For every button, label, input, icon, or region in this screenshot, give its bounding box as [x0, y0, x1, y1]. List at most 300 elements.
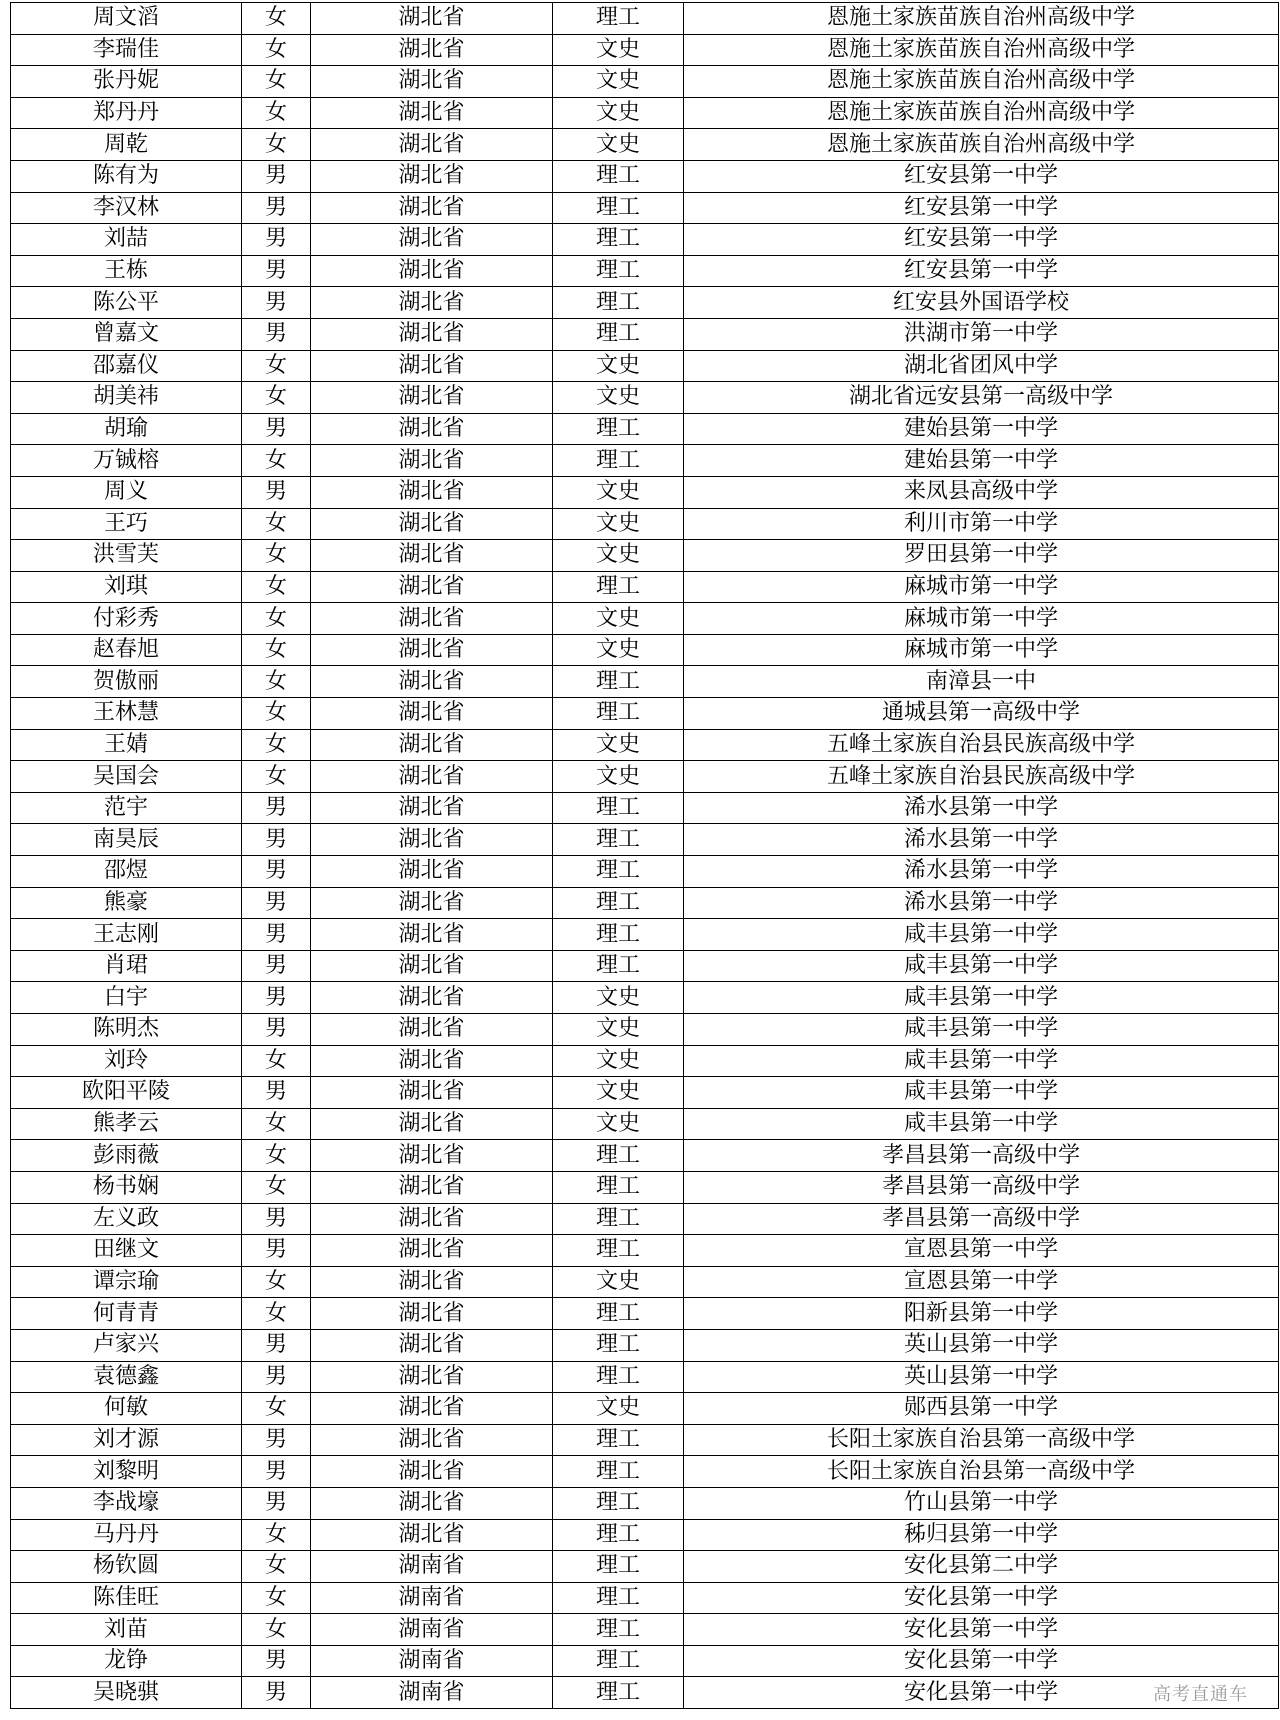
- student-name-cell: 杨书娴: [11, 1171, 242, 1203]
- track-cell: 理工: [553, 3, 684, 35]
- student-name-cell: 吴晓骐: [11, 1677, 242, 1709]
- province-cell: 湖北省: [311, 540, 553, 572]
- student-name-cell: 刘黎明: [11, 1456, 242, 1488]
- province-cell: 湖南省: [311, 1677, 553, 1709]
- province-cell: 湖北省: [311, 1045, 553, 1077]
- gender-cell: 男: [242, 1361, 311, 1393]
- student-name-cell: 郑丹丹: [11, 97, 242, 129]
- track-cell: 理工: [553, 1677, 684, 1709]
- school-cell: 咸丰县第一中学: [684, 1108, 1279, 1140]
- table-row: [11, 729, 1279, 761]
- track-cell: 理工: [553, 1645, 684, 1677]
- province-cell: 湖北省: [311, 445, 553, 477]
- student-name-cell: 熊孝云: [11, 1108, 242, 1140]
- student-name-cell: 肖珺: [11, 950, 242, 982]
- gender-cell: 女: [242, 571, 311, 603]
- student-name-cell: 邵煜: [11, 856, 242, 888]
- track-cell: 理工: [553, 1171, 684, 1203]
- province-cell: 湖北省: [311, 1203, 553, 1235]
- student-name-cell: 陈有为: [11, 160, 242, 192]
- school-cell: 安化县第一中学: [684, 1614, 1279, 1646]
- track-cell: 文史: [553, 729, 684, 761]
- province-cell: 湖北省: [311, 919, 553, 951]
- gender-cell: 男: [242, 1077, 311, 1109]
- school-cell: 安化县第一中学: [684, 1645, 1279, 1677]
- table-row: [11, 192, 1279, 224]
- school-cell: 红安县第一中学: [684, 255, 1279, 287]
- province-cell: 湖北省: [311, 3, 553, 35]
- student-name-cell: 左义政: [11, 1203, 242, 1235]
- province-cell: 湖北省: [311, 160, 553, 192]
- province-cell: 湖北省: [311, 950, 553, 982]
- student-name-cell: 南昊辰: [11, 824, 242, 856]
- student-name-cell: 邵嘉仪: [11, 350, 242, 382]
- student-name-cell: 刘才源: [11, 1424, 242, 1456]
- province-cell: 湖北省: [311, 761, 553, 793]
- student-name-cell: 马丹丹: [11, 1519, 242, 1551]
- table-row: [11, 382, 1279, 414]
- table-row: [11, 634, 1279, 666]
- table-row: [11, 1171, 1279, 1203]
- table-row: [11, 1045, 1279, 1077]
- track-cell: 文史: [553, 761, 684, 793]
- school-cell: 麻城市第一中学: [684, 571, 1279, 603]
- school-cell: 阳新县第一中学: [684, 1298, 1279, 1330]
- table-row: [11, 792, 1279, 824]
- track-cell: 理工: [553, 1519, 684, 1551]
- province-cell: 湖北省: [311, 1140, 553, 1172]
- table-row: [11, 1645, 1279, 1677]
- school-cell: 英山县第一中学: [684, 1361, 1279, 1393]
- table-row: [11, 603, 1279, 635]
- province-cell: 湖北省: [311, 129, 553, 161]
- gender-cell: 男: [242, 1329, 311, 1361]
- table-row: [11, 919, 1279, 951]
- school-cell: 咸丰县第一中学: [684, 1014, 1279, 1046]
- track-cell: 理工: [553, 255, 684, 287]
- student-name-cell: 杨钦圆: [11, 1551, 242, 1583]
- table-row: [11, 1582, 1279, 1614]
- gender-cell: 女: [242, 508, 311, 540]
- track-cell: 理工: [553, 1551, 684, 1583]
- gender-cell: 男: [242, 1235, 311, 1267]
- school-cell: 麻城市第一中学: [684, 634, 1279, 666]
- gender-cell: 男: [242, 476, 311, 508]
- student-name-cell: 周义: [11, 476, 242, 508]
- gender-cell: 女: [242, 1393, 311, 1425]
- table-row: [11, 1424, 1279, 1456]
- school-cell: 孝昌县第一高级中学: [684, 1140, 1279, 1172]
- student-name-cell: 李汉林: [11, 192, 242, 224]
- student-name-cell: 张丹妮: [11, 66, 242, 98]
- province-cell: 湖北省: [311, 571, 553, 603]
- student-name-cell: 刘玲: [11, 1045, 242, 1077]
- student-name-cell: 刘琪: [11, 571, 242, 603]
- school-cell: 恩施土家族苗族自治州高级中学: [684, 34, 1279, 66]
- school-cell: 洪湖市第一中学: [684, 318, 1279, 350]
- gender-cell: 男: [242, 224, 311, 256]
- school-cell: 恩施土家族苗族自治州高级中学: [684, 3, 1279, 35]
- gender-cell: 女: [242, 1171, 311, 1203]
- school-cell: 安化县第一中学: [684, 1582, 1279, 1614]
- student-name-cell: 何敏: [11, 1393, 242, 1425]
- table-row: [11, 1014, 1279, 1046]
- gender-cell: 女: [242, 66, 311, 98]
- gender-cell: 男: [242, 192, 311, 224]
- gender-cell: 女: [242, 603, 311, 635]
- gender-cell: 女: [242, 698, 311, 730]
- province-cell: 湖北省: [311, 603, 553, 635]
- table-row: [11, 129, 1279, 161]
- school-cell: 五峰土家族自治县民族高级中学: [684, 729, 1279, 761]
- track-cell: 理工: [553, 887, 684, 919]
- track-cell: 理工: [553, 950, 684, 982]
- province-cell: 湖南省: [311, 1551, 553, 1583]
- student-name-cell: 陈明杰: [11, 1014, 242, 1046]
- table-row: [11, 1203, 1279, 1235]
- gender-cell: 女: [242, 350, 311, 382]
- province-cell: 湖北省: [311, 982, 553, 1014]
- table-row: [11, 318, 1279, 350]
- track-cell: 理工: [553, 287, 684, 319]
- track-cell: 文史: [553, 34, 684, 66]
- gender-cell: 女: [242, 1108, 311, 1140]
- gender-cell: 男: [242, 1487, 311, 1519]
- province-cell: 湖北省: [311, 1298, 553, 1330]
- table-row: [11, 982, 1279, 1014]
- gender-cell: 女: [242, 1045, 311, 1077]
- gender-cell: 男: [242, 856, 311, 888]
- school-cell: 宣恩县第一中学: [684, 1235, 1279, 1267]
- track-cell: 文史: [553, 382, 684, 414]
- track-cell: 文史: [553, 603, 684, 635]
- student-name-cell: 王志刚: [11, 919, 242, 951]
- track-cell: 理工: [553, 1361, 684, 1393]
- gender-cell: 女: [242, 540, 311, 572]
- track-cell: 文史: [553, 1045, 684, 1077]
- student-name-cell: 刘喆: [11, 224, 242, 256]
- track-cell: 理工: [553, 1456, 684, 1488]
- track-cell: 理工: [553, 1203, 684, 1235]
- gender-cell: 女: [242, 1140, 311, 1172]
- province-cell: 湖北省: [311, 350, 553, 382]
- school-cell: 浠水县第一中学: [684, 792, 1279, 824]
- table-row: [11, 1361, 1279, 1393]
- province-cell: 湖北省: [311, 224, 553, 256]
- gender-cell: 女: [242, 761, 311, 793]
- gender-cell: 男: [242, 1203, 311, 1235]
- table-row: [11, 887, 1279, 919]
- gender-cell: 女: [242, 729, 311, 761]
- student-name-cell: 贺傲丽: [11, 666, 242, 698]
- school-cell: 利川市第一中学: [684, 508, 1279, 540]
- school-cell: 建始县第一中学: [684, 445, 1279, 477]
- table-row: [11, 1298, 1279, 1330]
- province-cell: 湖北省: [311, 318, 553, 350]
- track-cell: 理工: [553, 824, 684, 856]
- track-cell: 理工: [553, 318, 684, 350]
- track-cell: 文史: [553, 1014, 684, 1046]
- table-row: [11, 761, 1279, 793]
- student-name-cell: 万铖榕: [11, 445, 242, 477]
- province-cell: 湖北省: [311, 1266, 553, 1298]
- table-row: [11, 1266, 1279, 1298]
- school-cell: 浠水县第一中学: [684, 856, 1279, 888]
- track-cell: 理工: [553, 1614, 684, 1646]
- roster-body: [11, 3, 1279, 1709]
- school-cell: 咸丰县第一中学: [684, 1077, 1279, 1109]
- track-cell: 文史: [553, 66, 684, 98]
- track-cell: 文史: [553, 129, 684, 161]
- track-cell: 理工: [553, 1235, 684, 1267]
- school-cell: 罗田县第一中学: [684, 540, 1279, 572]
- table-row: [11, 97, 1279, 129]
- track-cell: 理工: [553, 919, 684, 951]
- table-row: [11, 476, 1279, 508]
- table-row: [11, 287, 1279, 319]
- student-name-cell: 欧阳平陵: [11, 1077, 242, 1109]
- gender-cell: 女: [242, 1266, 311, 1298]
- table-row: [11, 1487, 1279, 1519]
- province-cell: 湖北省: [311, 856, 553, 888]
- school-cell: 竹山县第一中学: [684, 1487, 1279, 1519]
- student-name-cell: 王林慧: [11, 698, 242, 730]
- province-cell: 湖北省: [311, 792, 553, 824]
- gender-cell: 女: [242, 382, 311, 414]
- table-row: [11, 1077, 1279, 1109]
- school-cell: 湖北省团风中学: [684, 350, 1279, 382]
- province-cell: 湖北省: [311, 887, 553, 919]
- province-cell: 湖北省: [311, 1393, 553, 1425]
- track-cell: 文史: [553, 1077, 684, 1109]
- gender-cell: 女: [242, 1519, 311, 1551]
- province-cell: 湖北省: [311, 192, 553, 224]
- province-cell: 湖南省: [311, 1614, 553, 1646]
- gender-cell: 男: [242, 1677, 311, 1709]
- student-roster-table: [10, 2, 1279, 1709]
- school-cell: 长阳土家族自治县第一高级中学: [684, 1424, 1279, 1456]
- table-row: [11, 1235, 1279, 1267]
- province-cell: 湖北省: [311, 255, 553, 287]
- gender-cell: 男: [242, 982, 311, 1014]
- table-row: [11, 350, 1279, 382]
- table-row: [11, 1393, 1279, 1425]
- school-cell: 恩施土家族苗族自治州高级中学: [684, 66, 1279, 98]
- student-name-cell: 胡美祎: [11, 382, 242, 414]
- province-cell: 湖北省: [311, 287, 553, 319]
- province-cell: 湖北省: [311, 1108, 553, 1140]
- school-cell: 红安县第一中学: [684, 224, 1279, 256]
- student-name-cell: 李瑞佳: [11, 34, 242, 66]
- table-row: [11, 445, 1279, 477]
- gender-cell: 女: [242, 445, 311, 477]
- student-name-cell: 范宇: [11, 792, 242, 824]
- student-name-cell: 刘苗: [11, 1614, 242, 1646]
- student-name-cell: 洪雪芙: [11, 540, 242, 572]
- student-name-cell: 周乾: [11, 129, 242, 161]
- track-cell: 理工: [553, 1298, 684, 1330]
- gender-cell: 男: [242, 160, 311, 192]
- gender-cell: 男: [242, 824, 311, 856]
- province-cell: 湖北省: [311, 1077, 553, 1109]
- table-row: [11, 1519, 1279, 1551]
- province-cell: 湖北省: [311, 476, 553, 508]
- student-name-cell: 王栋: [11, 255, 242, 287]
- student-name-cell: 李战壕: [11, 1487, 242, 1519]
- table-row: [11, 950, 1279, 982]
- gender-cell: 男: [242, 887, 311, 919]
- track-cell: 文史: [553, 476, 684, 508]
- student-name-cell: 周文滔: [11, 3, 242, 35]
- province-cell: 湖北省: [311, 1487, 553, 1519]
- school-cell: 五峰土家族自治县民族高级中学: [684, 761, 1279, 793]
- school-cell: 安化县第一中学: [684, 1677, 1279, 1709]
- gender-cell: 男: [242, 919, 311, 951]
- province-cell: 湖北省: [311, 729, 553, 761]
- school-cell: 红安县外国语学校: [684, 287, 1279, 319]
- track-cell: 文史: [553, 540, 684, 572]
- province-cell: 湖北省: [311, 508, 553, 540]
- student-name-cell: 何青青: [11, 1298, 242, 1330]
- student-name-cell: 白宇: [11, 982, 242, 1014]
- gender-cell: 男: [242, 1424, 311, 1456]
- track-cell: 理工: [553, 1582, 684, 1614]
- gender-cell: 男: [242, 413, 311, 445]
- table-row: [11, 1329, 1279, 1361]
- track-cell: 理工: [553, 224, 684, 256]
- watermark-text: 高考直通车: [1149, 1680, 1252, 1706]
- gender-cell: 男: [242, 950, 311, 982]
- track-cell: 理工: [553, 792, 684, 824]
- track-cell: 理工: [553, 1329, 684, 1361]
- track-cell: 文史: [553, 508, 684, 540]
- school-cell: 恩施土家族苗族自治州高级中学: [684, 97, 1279, 129]
- province-cell: 湖北省: [311, 1014, 553, 1046]
- table-row: [11, 666, 1279, 698]
- school-cell: 英山县第一中学: [684, 1329, 1279, 1361]
- track-cell: 文史: [553, 1108, 684, 1140]
- school-cell: 建始县第一中学: [684, 413, 1279, 445]
- school-cell: 孝昌县第一高级中学: [684, 1203, 1279, 1235]
- track-cell: 理工: [553, 1140, 684, 1172]
- track-cell: 文史: [553, 350, 684, 382]
- province-cell: 湖北省: [311, 824, 553, 856]
- student-name-cell: 卢家兴: [11, 1329, 242, 1361]
- student-name-cell: 王婧: [11, 729, 242, 761]
- gender-cell: 女: [242, 1298, 311, 1330]
- province-cell: 湖北省: [311, 698, 553, 730]
- gender-cell: 女: [242, 1551, 311, 1583]
- student-name-cell: 王巧: [11, 508, 242, 540]
- table-row: [11, 698, 1279, 730]
- gender-cell: 男: [242, 1456, 311, 1488]
- province-cell: 湖北省: [311, 97, 553, 129]
- track-cell: 理工: [553, 571, 684, 603]
- school-cell: 宣恩县第一中学: [684, 1266, 1279, 1298]
- gender-cell: 女: [242, 3, 311, 35]
- province-cell: 湖北省: [311, 66, 553, 98]
- school-cell: 咸丰县第一中学: [684, 919, 1279, 951]
- school-cell: 浠水县第一中学: [684, 824, 1279, 856]
- student-name-cell: 田继文: [11, 1235, 242, 1267]
- track-cell: 理工: [553, 1487, 684, 1519]
- table-row: [11, 856, 1279, 888]
- gender-cell: 女: [242, 1614, 311, 1646]
- track-cell: 文史: [553, 97, 684, 129]
- gender-cell: 男: [242, 1014, 311, 1046]
- student-name-cell: 熊豪: [11, 887, 242, 919]
- province-cell: 湖北省: [311, 1171, 553, 1203]
- school-cell: 秭归县第一中学: [684, 1519, 1279, 1551]
- track-cell: 理工: [553, 413, 684, 445]
- gender-cell: 女: [242, 634, 311, 666]
- province-cell: 湖北省: [311, 1519, 553, 1551]
- track-cell: 文史: [553, 982, 684, 1014]
- school-cell: 长阳土家族自治县第一高级中学: [684, 1456, 1279, 1488]
- table-row: [11, 1614, 1279, 1646]
- province-cell: 湖北省: [311, 1235, 553, 1267]
- school-cell: 浠水县第一中学: [684, 887, 1279, 919]
- province-cell: 湖北省: [311, 1424, 553, 1456]
- student-name-cell: 龙铮: [11, 1645, 242, 1677]
- track-cell: 理工: [553, 445, 684, 477]
- student-name-cell: 彭雨薇: [11, 1140, 242, 1172]
- province-cell: 湖北省: [311, 1329, 553, 1361]
- gender-cell: 男: [242, 287, 311, 319]
- track-cell: 文史: [553, 1393, 684, 1425]
- school-cell: 恩施土家族苗族自治州高级中学: [684, 129, 1279, 161]
- track-cell: 理工: [553, 192, 684, 224]
- student-name-cell: 付彩秀: [11, 603, 242, 635]
- school-cell: 来凤县高级中学: [684, 476, 1279, 508]
- gender-cell: 男: [242, 318, 311, 350]
- track-cell: 文史: [553, 634, 684, 666]
- table-row: [11, 3, 1279, 35]
- gender-cell: 女: [242, 666, 311, 698]
- student-name-cell: 胡瑜: [11, 413, 242, 445]
- gender-cell: 男: [242, 792, 311, 824]
- student-name-cell: 袁德鑫: [11, 1361, 242, 1393]
- table-row: [11, 34, 1279, 66]
- student-name-cell: 吴国会: [11, 761, 242, 793]
- school-cell: 郧西县第一中学: [684, 1393, 1279, 1425]
- track-cell: 理工: [553, 856, 684, 888]
- track-cell: 文史: [553, 1266, 684, 1298]
- track-cell: 理工: [553, 1424, 684, 1456]
- table-row: [11, 1456, 1279, 1488]
- school-cell: 孝昌县第一高级中学: [684, 1171, 1279, 1203]
- table-row: [11, 1677, 1279, 1709]
- track-cell: 理工: [553, 160, 684, 192]
- province-cell: 湖北省: [311, 34, 553, 66]
- province-cell: 湖南省: [311, 1645, 553, 1677]
- table-row: [11, 540, 1279, 572]
- school-cell: 咸丰县第一中学: [684, 982, 1279, 1014]
- student-name-cell: 陈佳旺: [11, 1582, 242, 1614]
- student-name-cell: 赵春旭: [11, 634, 242, 666]
- gender-cell: 男: [242, 255, 311, 287]
- province-cell: 湖南省: [311, 1582, 553, 1614]
- school-cell: 红安县第一中学: [684, 192, 1279, 224]
- gender-cell: 男: [242, 1645, 311, 1677]
- gender-cell: 女: [242, 1582, 311, 1614]
- gender-cell: 女: [242, 97, 311, 129]
- table-row: [11, 160, 1279, 192]
- table-row: [11, 413, 1279, 445]
- province-cell: 湖北省: [311, 634, 553, 666]
- school-cell: 咸丰县第一中学: [684, 950, 1279, 982]
- province-cell: 湖北省: [311, 666, 553, 698]
